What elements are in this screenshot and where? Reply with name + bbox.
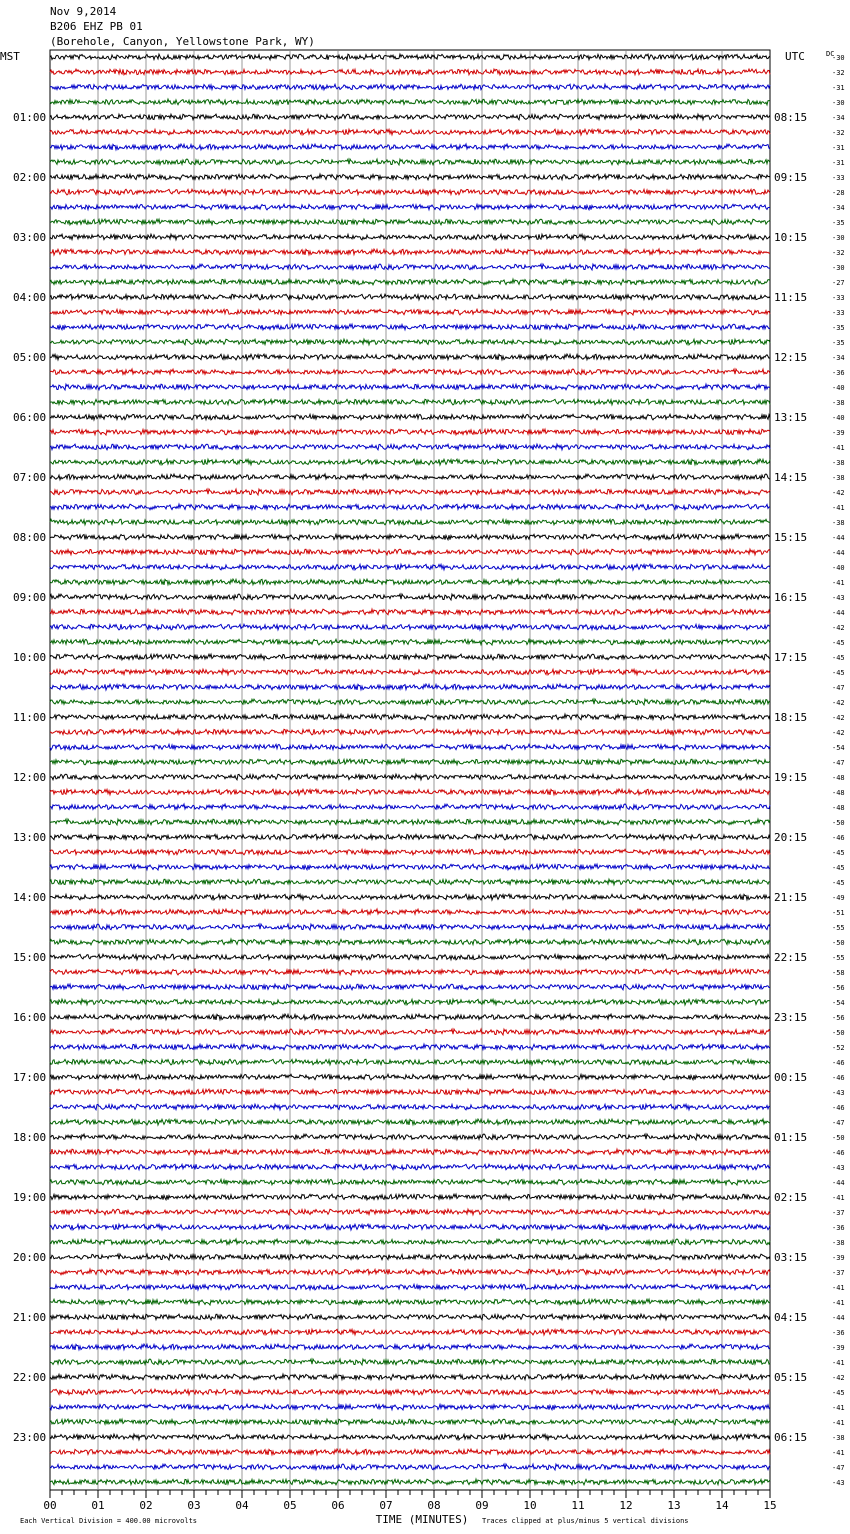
seismic-trace xyxy=(50,339,770,345)
seismic-trace xyxy=(50,309,770,315)
seismic-trace xyxy=(50,699,770,705)
dc-offset-label: -47 xyxy=(832,1464,845,1472)
seismic-trace xyxy=(50,1239,770,1245)
dc-offset-label: -50 xyxy=(832,1029,845,1037)
dc-offset-label: -41 xyxy=(832,579,845,587)
seismic-trace xyxy=(50,54,770,60)
dc-offset-label: -42 xyxy=(832,1374,845,1382)
seismic-trace xyxy=(50,459,770,465)
seismic-trace xyxy=(50,189,770,195)
dc-offset-label: -35 xyxy=(832,219,845,227)
seismic-trace xyxy=(50,1224,770,1230)
x-axis xyxy=(20,1490,777,1526)
dc-offset-label: -47 xyxy=(832,684,845,692)
seismic-trace xyxy=(50,474,770,480)
mst-hour-label: 01:00 xyxy=(13,111,47,124)
dc-offset-label: -30 xyxy=(832,234,845,242)
x-tick-label: 08 xyxy=(427,1499,441,1512)
utc-hour-label: 19:15 xyxy=(774,771,808,784)
dc-offset-label: -54 xyxy=(832,999,845,1007)
seismic-trace xyxy=(50,234,770,240)
seismic-trace xyxy=(50,1194,770,1200)
dc-offset-label: -40 xyxy=(832,384,845,392)
dc-offset-label: -49 xyxy=(832,894,845,902)
mst-hour-label: 02:00 xyxy=(13,171,47,184)
seismic-trace xyxy=(50,1479,770,1485)
utc-hour-label: 15:15 xyxy=(774,531,808,544)
seismic-trace xyxy=(50,1059,770,1065)
dc-offset-label: -51 xyxy=(832,909,845,917)
seismic-trace xyxy=(50,1254,770,1260)
mst-hour-label: 16:00 xyxy=(13,1011,47,1024)
dc-offset-label: -38 xyxy=(832,459,845,467)
dc-offset-label: -37 xyxy=(832,1269,845,1277)
seismic-trace xyxy=(50,99,770,105)
dc-offset-label: -35 xyxy=(832,339,845,347)
seismic-trace xyxy=(50,744,770,750)
seismic-trace xyxy=(50,444,770,450)
dc-offset-label: -46 xyxy=(832,1074,845,1082)
seismic-trace xyxy=(50,1269,770,1275)
dc-offset-label: -45 xyxy=(832,849,845,857)
seismic-trace xyxy=(50,1434,770,1440)
utc-hour-label: 12:15 xyxy=(774,351,808,364)
mst-hour-label: 10:00 xyxy=(13,651,47,664)
seismic-trace xyxy=(50,489,770,495)
dc-offset-label: -33 xyxy=(832,294,845,302)
dc-offset-label: -40 xyxy=(832,564,845,572)
seismic-trace xyxy=(50,564,770,570)
utc-hour-label: 03:15 xyxy=(774,1251,808,1264)
seismic-trace xyxy=(50,1119,770,1125)
seismic-trace xyxy=(50,714,770,720)
dc-offset-label: -54 xyxy=(832,744,845,752)
dc-offset-label: -31 xyxy=(832,144,845,152)
x-tick-label: 09 xyxy=(475,1499,489,1512)
dc-offset-label: -32 xyxy=(832,249,845,257)
mst-hour-label: 08:00 xyxy=(13,531,47,544)
dc-offset-label: -55 xyxy=(832,954,845,962)
seismic-trace xyxy=(50,729,770,735)
dc-offset-label: -40 xyxy=(832,414,845,422)
seismic-trace xyxy=(50,324,770,330)
x-tick-label: 10 xyxy=(523,1499,537,1512)
dc-offset-label: -34 xyxy=(832,114,845,122)
mst-hour-label: 20:00 xyxy=(13,1251,47,1264)
seismic-trace xyxy=(50,804,770,810)
dc-offset-label: -41 xyxy=(832,1194,845,1202)
dc-offset-label: -42 xyxy=(832,729,845,737)
seismic-trace xyxy=(50,864,770,870)
dc-offset-label: -48 xyxy=(832,789,845,797)
seismic-trace xyxy=(50,789,770,795)
seismic-trace xyxy=(50,1149,770,1155)
dc-offset-label: -45 xyxy=(832,669,845,677)
seismic-trace xyxy=(50,399,770,405)
utc-hour-label: 22:15 xyxy=(774,951,808,964)
clipping-note: Traces clipped at plus/minus 5 vertical divisions xyxy=(482,1517,689,1525)
utc-hour-label: 02:15 xyxy=(774,1191,808,1204)
mst-hour-label: 11:00 xyxy=(13,711,47,724)
utc-hour-label: 10:15 xyxy=(774,231,808,244)
dc-offset-label: -45 xyxy=(832,1389,845,1397)
dc-offset-label: -58 xyxy=(832,969,845,977)
dc-offset-label: -46 xyxy=(832,1149,845,1157)
utc-hour-label: 21:15 xyxy=(774,891,808,904)
seismic-trace xyxy=(50,834,770,840)
dc-offset-label: -45 xyxy=(832,864,845,872)
seismic-trace xyxy=(50,1374,770,1380)
seismic-trace xyxy=(50,354,770,360)
seismic-trace xyxy=(50,684,770,690)
dc-offset-label: -44 xyxy=(832,549,845,557)
dc-offset-label: -48 xyxy=(832,804,845,812)
seismic-trace xyxy=(50,594,770,600)
seismic-trace xyxy=(50,219,770,225)
utc-hour-label: 23:15 xyxy=(774,1011,808,1024)
traces xyxy=(50,54,770,1485)
mst-hour-label: 17:00 xyxy=(13,1071,47,1084)
x-tick-label: 04 xyxy=(235,1499,249,1512)
utc-hour-label: 00:15 xyxy=(774,1071,808,1084)
utc-hour-label: 11:15 xyxy=(774,291,808,304)
dc-offset-label: -28 xyxy=(832,189,845,197)
seismic-trace xyxy=(50,1164,770,1170)
dc-offset-label: -30 xyxy=(832,54,845,62)
seismic-trace xyxy=(50,1014,770,1020)
utc-hour-label: 08:15 xyxy=(774,111,808,124)
utc-hour-label: 06:15 xyxy=(774,1431,808,1444)
seismic-trace xyxy=(50,534,770,540)
mst-hour-label: 23:00 xyxy=(13,1431,47,1444)
seismic-trace xyxy=(50,114,770,120)
seismic-trace xyxy=(50,1044,770,1050)
seismic-trace xyxy=(50,1419,770,1425)
dc-offset-label: -50 xyxy=(832,1134,845,1142)
dc-offset-label: -30 xyxy=(832,264,845,272)
seismic-trace xyxy=(50,849,770,855)
dc-offset-label: -45 xyxy=(832,879,845,887)
dc-offset-label: -56 xyxy=(832,984,845,992)
utc-hour-label: 13:15 xyxy=(774,411,808,424)
seismic-trace xyxy=(50,624,770,630)
mst-hour-label: 05:00 xyxy=(13,351,47,364)
seismic-trace xyxy=(50,414,770,420)
dc-offset-label: -41 xyxy=(832,504,845,512)
x-tick-label: 07 xyxy=(379,1499,393,1512)
seismic-trace xyxy=(50,819,770,825)
seismic-trace xyxy=(50,1089,770,1095)
dc-offset-label: -36 xyxy=(832,369,845,377)
seismic-trace xyxy=(50,1389,770,1395)
seismic-trace xyxy=(50,954,770,960)
utc-hour-label: 20:15 xyxy=(774,831,808,844)
dc-offset-label: -33 xyxy=(832,174,845,182)
dc-offset-label: -38 xyxy=(832,519,845,527)
utc-hour-label: 01:15 xyxy=(774,1131,808,1144)
seismic-trace xyxy=(50,504,770,510)
utc-hour-label: 18:15 xyxy=(774,711,808,724)
mst-hour-label: 07:00 xyxy=(13,471,47,484)
seismic-trace xyxy=(50,999,770,1005)
mst-hour-label: 09:00 xyxy=(13,591,47,604)
seismic-trace xyxy=(50,549,770,555)
seismic-trace xyxy=(50,894,770,900)
dc-offset-label: -38 xyxy=(832,474,845,482)
mst-hour-label: 13:00 xyxy=(13,831,47,844)
dc-offset-label: -39 xyxy=(832,1254,845,1262)
seismic-trace xyxy=(50,1209,770,1215)
dc-offset-label: -37 xyxy=(832,1209,845,1217)
seismic-trace xyxy=(50,1344,770,1350)
station-label: B206 EHZ PB 01 xyxy=(50,20,143,33)
dc-offset-label: -46 xyxy=(832,1059,845,1067)
dc-offset-label: -42 xyxy=(832,624,845,632)
dc-offset-label: -42 xyxy=(832,699,845,707)
seismic-trace xyxy=(50,1404,770,1410)
dc-offset-label: -35 xyxy=(832,324,845,332)
seismic-trace xyxy=(50,1299,770,1305)
dc-offset-label: -46 xyxy=(832,834,845,842)
mst-hour-label: 12:00 xyxy=(13,771,47,784)
dc-offset-label: -50 xyxy=(832,939,845,947)
seismic-trace xyxy=(50,969,770,975)
dc-offset-label: -41 xyxy=(832,1449,845,1457)
seismic-trace xyxy=(50,1029,770,1035)
dc-offset-label: -34 xyxy=(832,204,845,212)
seismic-trace xyxy=(50,774,770,780)
dc-offset-label: -41 xyxy=(832,1359,845,1367)
utc-hour-label: 14:15 xyxy=(774,471,808,484)
seismic-trace xyxy=(50,174,770,180)
mst-hour-label: 21:00 xyxy=(13,1311,47,1324)
seismic-trace xyxy=(50,264,770,270)
seismic-trace xyxy=(50,984,770,990)
dc-header-label: DC xyxy=(826,50,835,58)
seismic-trace xyxy=(50,1359,770,1365)
x-tick-label: 13 xyxy=(667,1499,681,1512)
seismic-trace xyxy=(50,1179,770,1185)
seismic-trace xyxy=(50,129,770,135)
dc-offset-label: -44 xyxy=(832,534,845,542)
seismic-trace xyxy=(50,939,770,945)
seismic-trace xyxy=(50,429,770,435)
seismic-trace xyxy=(50,909,770,915)
mst-hour-label: 19:00 xyxy=(13,1191,47,1204)
utc-hour-label: 09:15 xyxy=(774,171,808,184)
seismic-trace xyxy=(50,294,770,300)
dc-offset-label: -34 xyxy=(832,354,845,362)
seismic-trace xyxy=(50,579,770,585)
x-tick-label: 01 xyxy=(91,1499,105,1512)
seismic-trace xyxy=(50,249,770,255)
dc-offset-label: -33 xyxy=(832,309,845,317)
seismic-trace xyxy=(50,609,770,615)
dc-offset-label: -31 xyxy=(832,84,845,92)
dc-offset-label: -41 xyxy=(832,1299,845,1307)
seismic-trace xyxy=(50,1449,770,1455)
dc-offset-label: -41 xyxy=(832,1404,845,1412)
dc-offset-label: -46 xyxy=(832,1104,845,1112)
seismic-trace xyxy=(50,279,770,285)
x-tick-label: 00 xyxy=(43,1499,57,1512)
utc-hour-label: 16:15 xyxy=(774,591,808,604)
dc-offset-label: -43 xyxy=(832,594,845,602)
dc-offset-label: -47 xyxy=(832,759,845,767)
mst-hour-label: 15:00 xyxy=(13,951,47,964)
dc-offset-label: -36 xyxy=(832,1329,845,1337)
left-timezone-label: MST xyxy=(0,50,20,63)
dc-offset-label: -44 xyxy=(832,1314,845,1322)
dc-offset-label: -45 xyxy=(832,639,845,647)
seismic-trace xyxy=(50,159,770,165)
seismic-trace xyxy=(50,204,770,210)
dc-offset-label: -31 xyxy=(832,159,845,167)
date-label: Nov 9,2014 xyxy=(50,5,117,18)
x-tick-label: 03 xyxy=(187,1499,201,1512)
x-tick-label: 02 xyxy=(139,1499,153,1512)
dc-offset-label: -38 xyxy=(832,399,845,407)
dc-offset-label: -56 xyxy=(832,1014,845,1022)
location-label: (Borehole, Canyon, Yellowstone Park, WY) xyxy=(50,35,315,48)
dc-offset-label: -43 xyxy=(832,1089,845,1097)
x-axis-label: TIME (MINUTES) xyxy=(375,1513,469,1526)
seismic-trace xyxy=(50,759,770,765)
seismic-trace xyxy=(50,1134,770,1140)
dc-offset-label: -38 xyxy=(832,1239,845,1247)
mst-hour-label: 14:00 xyxy=(13,891,47,904)
dc-offset-label: -52 xyxy=(832,1044,845,1052)
dc-offset-label: -55 xyxy=(832,924,845,932)
seismic-trace xyxy=(50,144,770,150)
mst-hour-label: 18:00 xyxy=(13,1131,47,1144)
seismic-trace xyxy=(50,369,770,375)
utc-hour-label: 04:15 xyxy=(774,1311,808,1324)
dc-offset-label: -39 xyxy=(832,429,845,437)
x-tick-label: 12 xyxy=(619,1499,633,1512)
dc-offset-label: -32 xyxy=(832,69,845,77)
seismic-trace xyxy=(50,924,770,930)
dc-offset-label: -43 xyxy=(832,1164,845,1172)
dc-offset-label: -50 xyxy=(832,819,845,827)
x-tick-label: 15 xyxy=(763,1499,777,1512)
dc-offset-label: -41 xyxy=(832,1419,845,1427)
dc-offset-label: -45 xyxy=(832,654,845,662)
dc-offset-label: -43 xyxy=(832,1479,845,1487)
seismic-trace xyxy=(50,1314,770,1320)
dc-offset-label: -42 xyxy=(832,714,845,722)
dc-offset-label: -38 xyxy=(832,1434,845,1442)
seismic-trace xyxy=(50,84,770,90)
seismic-trace xyxy=(50,519,770,525)
x-tick-label: 14 xyxy=(715,1499,729,1512)
mst-hour-label: 04:00 xyxy=(13,291,47,304)
seismic-trace xyxy=(50,1329,770,1335)
dc-offset-label: -44 xyxy=(832,1179,845,1187)
dc-offset-label: -48 xyxy=(832,774,845,782)
dc-offset-label: -42 xyxy=(832,489,845,497)
dc-offset-label: -32 xyxy=(832,129,845,137)
mst-hour-label: 22:00 xyxy=(13,1371,47,1384)
mst-hour-label: 06:00 xyxy=(13,411,47,424)
dc-offset-label: -30 xyxy=(832,99,845,107)
seismic-trace xyxy=(50,69,770,75)
mst-hour-label: 03:00 xyxy=(13,231,47,244)
seismic-trace xyxy=(50,1104,770,1110)
dc-offset-label: -39 xyxy=(832,1344,845,1352)
dc-offset-label: -47 xyxy=(832,1119,845,1127)
dc-offset-label: -41 xyxy=(832,1284,845,1292)
dc-offset-label: -36 xyxy=(832,1224,845,1232)
x-tick-label: 05 xyxy=(283,1499,297,1512)
dc-offset-label: -27 xyxy=(832,279,845,287)
vertical-division-note: Each Vertical Division = 400.00 microvolts xyxy=(20,1517,198,1525)
utc-hour-label: 05:15 xyxy=(774,1371,808,1384)
seismic-trace xyxy=(50,384,770,390)
seismic-trace xyxy=(50,639,770,645)
seismic-trace xyxy=(50,669,770,675)
seismic-trace xyxy=(50,879,770,885)
dc-offset-label: -41 xyxy=(832,444,845,452)
right-timezone-label: UTC xyxy=(785,50,805,63)
seismic-trace xyxy=(50,1464,770,1470)
x-tick-label: 11 xyxy=(571,1499,585,1512)
seismic-trace xyxy=(50,1284,770,1290)
seismic-trace xyxy=(50,1074,770,1080)
x-tick-label: 06 xyxy=(331,1499,345,1512)
seismic-trace xyxy=(50,654,770,660)
dc-offset-label: -44 xyxy=(832,609,845,617)
utc-hour-label: 17:15 xyxy=(774,651,808,664)
